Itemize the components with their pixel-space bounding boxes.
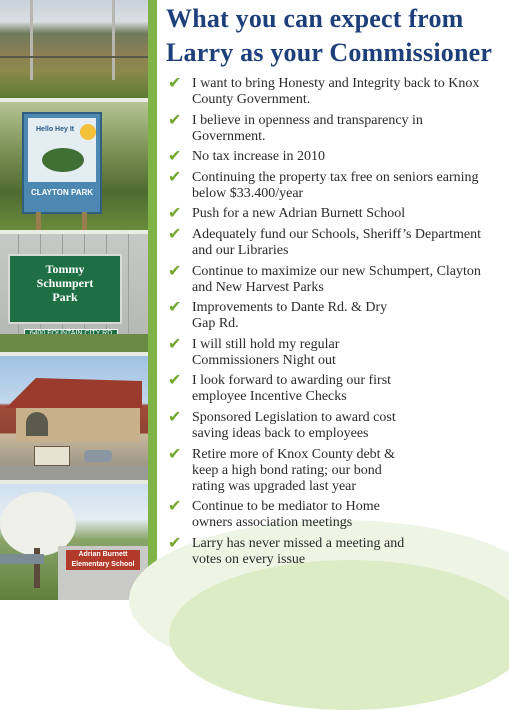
list-item-text: below $33.400/year — [192, 185, 304, 201]
list-item-text: and New Harvest Parks — [192, 279, 324, 295]
check-icon: ✔ — [168, 370, 182, 390]
sun-icon — [80, 124, 96, 140]
road — [0, 466, 148, 480]
list-item-text: I look forward to awarding our first — [192, 373, 392, 389]
school-photo — [0, 484, 148, 600]
tree-icon — [42, 148, 84, 172]
list-item-text: Government. — [192, 128, 266, 144]
sign-line: Park — [52, 290, 78, 304]
light-pole — [112, 0, 115, 80]
sign-post — [82, 212, 87, 230]
sign-park-name: CLAYTON PARK — [30, 188, 94, 197]
check-icon: ✔ — [168, 297, 182, 317]
list-item-text: I believe in openness and transparency in — [192, 112, 423, 128]
list-item-text: rating was upgraded last year — [192, 478, 357, 494]
parked-car — [84, 450, 112, 462]
check-icon: ✔ — [168, 260, 182, 280]
list-item — [168, 532, 504, 568]
decorative-wave — [169, 560, 509, 710]
sign-illustration — [28, 118, 96, 182]
check-icon: ✔ — [168, 146, 182, 166]
check-icon: ✔ — [168, 73, 182, 92]
check-icon: ✔ — [168, 109, 182, 129]
list-item-text: Retire more of Knox County debt & — [192, 446, 395, 462]
list-item-text: and our Libraries — [192, 242, 289, 258]
list-item — [168, 333, 504, 369]
park-field-photo — [0, 0, 148, 98]
list-item-text: Push for a new Adrian Burnett School — [192, 206, 406, 222]
list-item-text: keep a high bond rating; our bond — [192, 462, 382, 478]
fence — [0, 56, 148, 58]
list-item — [168, 73, 504, 108]
schumpert-park-photo — [0, 234, 148, 352]
clayton-park-sign — [22, 112, 102, 214]
promise-list — [168, 73, 504, 568]
clayton-park-photo — [0, 102, 148, 230]
list-item — [168, 443, 504, 495]
check-icon: ✔ — [168, 203, 182, 223]
sign-header-text: Hello Hey It — [36, 126, 75, 133]
sign-post — [36, 212, 41, 230]
list-item — [168, 370, 504, 405]
check-icon: ✔ — [168, 406, 182, 426]
list-item — [168, 166, 504, 202]
list-item-text: Adequately fund our Schools, Sheriff’s Department — [192, 226, 482, 242]
list-item-text: Gap Rd. — [192, 316, 239, 332]
list-item — [168, 297, 504, 332]
check-icon: ✔ — [168, 223, 182, 243]
building-entrance — [26, 412, 48, 436]
list-item-text: County Government. — [192, 92, 311, 107]
list-item-text: Continue to be mediator to Home — [192, 499, 380, 515]
list-item — [168, 223, 504, 259]
list-item-text: Sponsored Legislation to award cost — [192, 409, 396, 425]
photo-strip — [0, 0, 148, 600]
list-item-text: votes on every issue — [192, 551, 306, 567]
check-icon: ✔ — [168, 166, 182, 186]
list-item-text: Improvements to Dante Rd. & Dry — [192, 300, 388, 316]
sign-line: Tommy — [45, 262, 85, 276]
bus-shelter — [0, 554, 44, 564]
list-item-text: saving ideas back to employees — [192, 425, 369, 441]
list-item-text: employee Incentive Checks — [192, 389, 347, 405]
list-item — [168, 146, 504, 166]
sign-line: Schumpert — [36, 276, 94, 290]
list-item — [168, 406, 504, 442]
light-pole — [30, 0, 33, 80]
check-icon: ✔ — [168, 532, 182, 552]
schumpert-park-sign — [8, 254, 122, 324]
check-icon: ✔ — [168, 496, 182, 516]
check-icon: ✔ — [168, 333, 182, 353]
title-line: Larry as your Commissioner — [166, 38, 493, 67]
list-item-text: Commissioners Night out — [192, 352, 336, 368]
grass — [0, 334, 148, 352]
list-item-text: Larry has never missed a meeting and — [192, 535, 405, 551]
list-item-text: No tax increase in 2010 — [192, 149, 325, 165]
community-center-photo — [0, 356, 148, 480]
check-icon: ✔ — [168, 443, 182, 463]
title-line: What you can expect from — [166, 4, 464, 33]
list-item — [168, 203, 504, 223]
green-divider — [148, 0, 157, 600]
list-item-text: owners association meetings — [192, 515, 353, 531]
list-item — [168, 260, 504, 296]
list-item-text: Continuing the property tax free on seniors earning — [192, 169, 479, 185]
school-sign: Adrian Burnett Elementary School — [66, 550, 140, 570]
list-item-text: I will still hold my regular — [192, 336, 340, 352]
page-title — [166, 2, 508, 70]
list-item-text: I want to bring Honesty and Integrity back to Knox — [192, 76, 480, 91]
list-item — [168, 496, 504, 531]
building-roof — [6, 378, 142, 408]
building-sign — [34, 446, 70, 466]
list-item-text: Continue to maximize our new Schumpert, Clayton — [192, 263, 481, 279]
list-item — [168, 109, 504, 145]
